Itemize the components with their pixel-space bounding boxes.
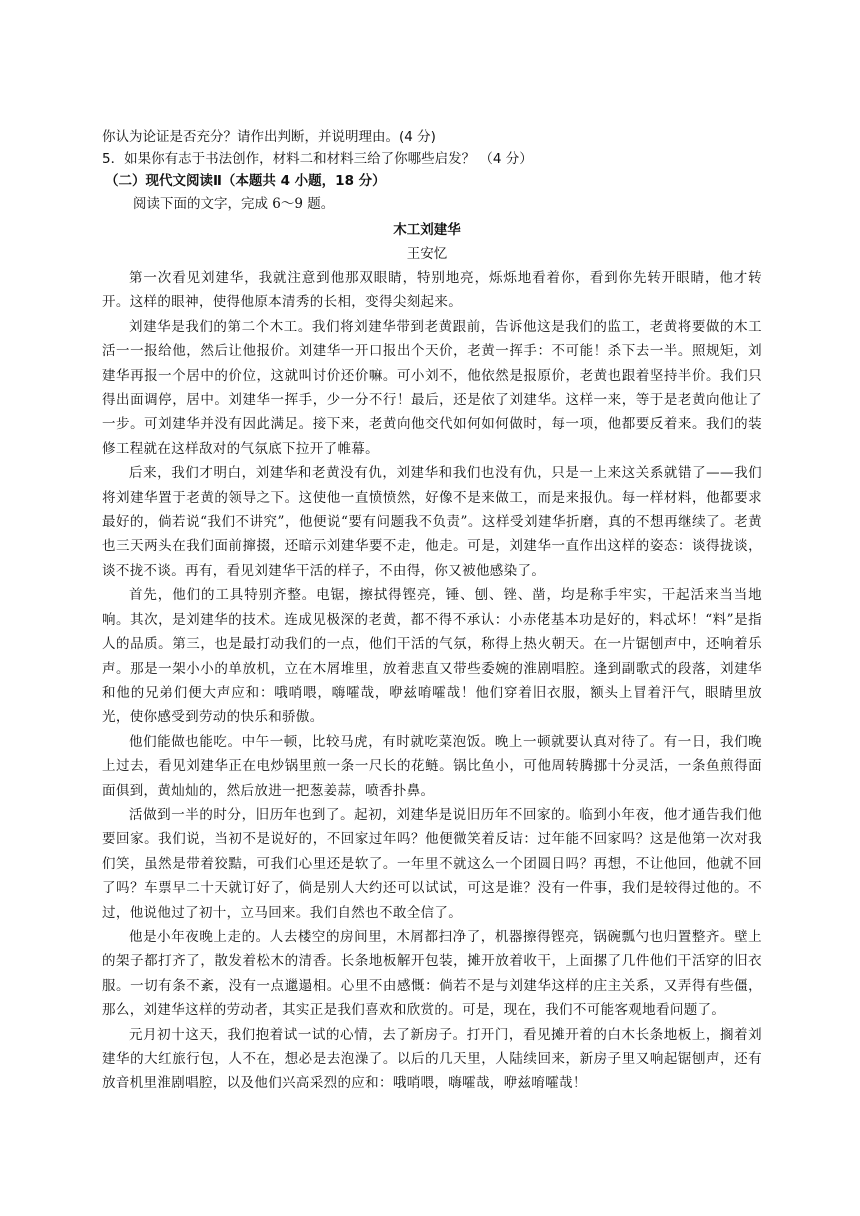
article-paragraph: 活做到一半的时分，旧历年也到了。起初，刘建华是说旧历年不回家的。临到小年夜，他才通告我们他要回家。我们说，当初不是说好的，不回家过年吗？他便微笑着反诘：过年能不回家吗？这是他第一次对我们笑，虽然是带着狡黠，可我们心里还是软了。一年里不就这么一个团圆日吗？再想，不让他回，他就不回了吗？车票早二十天就订好了，倘是别人大约还可以试试，可这是谁？没有一件事，我们是较得过他的。不过，他说他过了初十，立马回来。我们自然也不敢全信了。	[102, 806, 762, 921]
article-body	[102, 266, 762, 1096]
article-author: 王安忆	[406, 246, 448, 262]
article-paragraph: 刘建华是我们的第二个木工。我们将刘建华带到老黄跟前，告诉他这是我们的监工，老黄将要做的木工活一一报给他，然后让他报价。刘建华一开口报出个天价，老黄一挥手：不可能！杀下去一半。照规矩，刘建华再报一个居中的价位，这就叫讨价还价嘛。可小刘不，他依然是报原价，老黄也跟着坚持半价。我们只得出面调停，居中。刘建华一挥手，少一分不行！最后，还是依了刘建华。这样一来，等于是老黄向他让了一步。可刘建华并没有因此满足。接下来，老黄向他交代如何如何做时，每一项，他都要反着来。我们的装修工程就在这样敌对的气氛底下拉开了帷幕。	[102, 318, 762, 457]
article-paragraph: 他是小年夜晚上走的。人去楼空的房间里，木屑都扫净了，机器擦得铿亮，锅碗瓢勺也归置整齐。壁上的架子都打齐了，散发着松木的清香。长条地板解开包装，摊开放着收干，上面摞了几件他们干活穿的旧衣服。一切有条不紊，没有一点邋遢相。心里不由感慨：倘若不是与刘建华这样的庄主关系，又弄得有些僵，那么，刘建华这样的劳动者，其实正是我们喜欢和欣赏的。可是，现在，我们不可能客观地看问题了。	[102, 928, 762, 1019]
question-4-tail: 你认为论证是否充分？请作出判断，并说明理由。(4 分)	[102, 129, 436, 145]
article-paragraph: 第一次看见刘建华，我就注意到他那双眼睛，特别地亮，烁烁地看着你，看到你先转开眼睛，他才转开。这样的眼神，使得他原本清秀的长相，变得尖刻起来。	[102, 270, 762, 311]
section-heading: （二）现代文阅读Ⅱ（本题共 4 小题，18 分）	[105, 173, 386, 189]
article-paragraph: 他们能做也能吃。中午一顿，比较马虎，有时就吃菜泡饭。晚上一顿就要认真对待了。有一日，我们晚上过去，看见刘建华正在电炒锅里煎一条一尺长的花鲢。锅比鱼小，可他周转腾挪十分灵活，一条鱼煎得面面俱到，黄灿灿的，然后放进一把葱姜蒜，喷香扑鼻。	[102, 733, 762, 799]
article-title: 木工刘建华	[393, 222, 461, 238]
article-paragraph: 后来，我们才明白，刘建华和老黄没有仇，刘建华和我们也没有仇，只是一上来这关系就错了——我们将刘建华置于老黄的领导之下。这使他一直愤愤然，好像不是来做工，而是来报仇。每一样材料，他都要求最好的，倘若说“我们不讲究”，他便说“要有问题我不负责”。这样受刘建华折磨，真的不想再继续了。老黄也三天两头在我们面前撺掇，还暗示刘建华要不走，他走。可是，刘建华一直作出这样的姿态：谈得拢谈，谈不拢不谈。再有，看见刘建华干活的样子，不由得，你又被他感染了。	[102, 465, 762, 579]
section-instruction: 阅读下面的文字，完成 6～9 题。	[133, 196, 335, 212]
article-paragraph: 元月初十这天，我们抱着试一试的心情，去了新房子。打开门，看见摊开着的白木长条地板上，搁着刘建华的大红旅行包，人不在，想必是去泡澡了。以后的几天里，人陆续回来，新房子里又响起锯刨声，还有放音机里淮剧唱腔，以及他们兴高采烈的应和：哦哨喂，嗨嚯哉，咿兹唷嚯哉！	[102, 1026, 762, 1092]
exam-page	[102, 126, 762, 1096]
article-paragraph: 首先，他们的工具特别齐整。电锯，擦拭得铿亮，锤、刨、锉、凿，均是称手牢实，干起活来当当地响。其次，是刘建华的技术。连成见极深的老黄，都不得不承认：小赤佬基本功是好的，料忒坏！“料”是指人的品质。第三，也是最打动我们的一点，他们干活的气氛，称得上热火朝天。在一片锯刨声中，还响着乐声。那是一架小小的单放机，立在木屑堆里，放着悲直又带些委婉的淮剧唱腔。逢到副歌式的段落，刘建华和他的兄弟们便大声应和：哦哨喂，嗨嚯哉，咿兹唷嚯哉！他们穿着旧衣服，额头上冒着汗气，眼睛里放光，使你感受到劳动的快乐和骄傲。	[102, 587, 762, 726]
question-5: 5．如果你有志于书法创作，材料二和材料三给了你哪些启发？ （4 分）	[102, 151, 533, 167]
